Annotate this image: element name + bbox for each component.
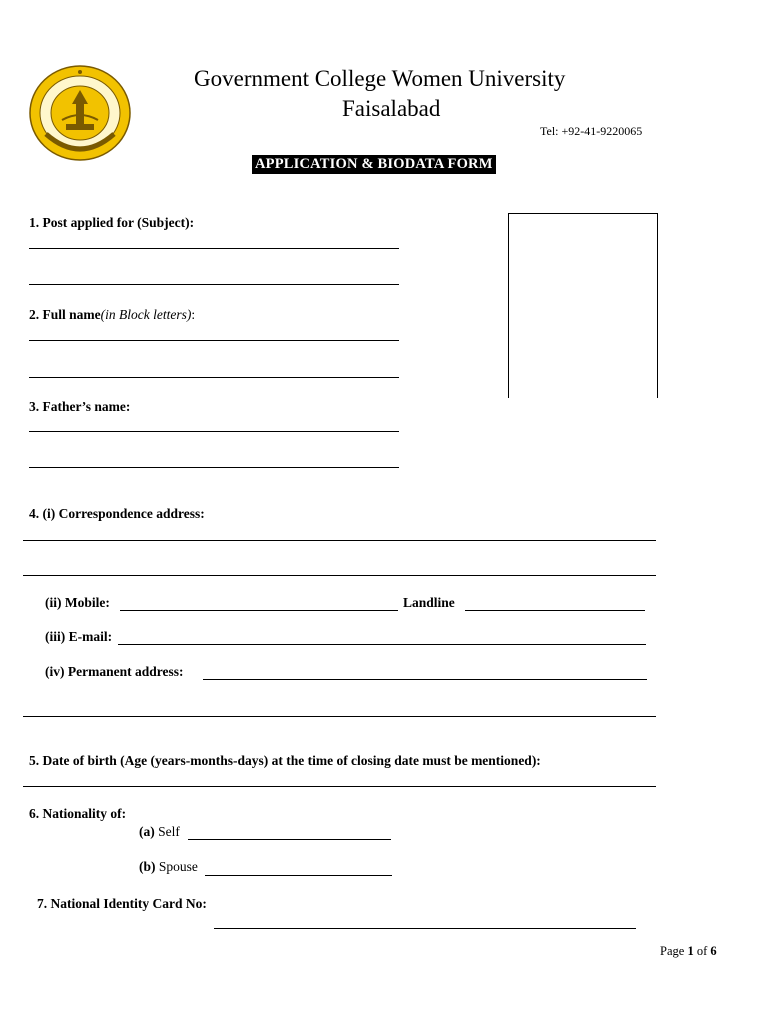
post-applied-line-1[interactable] bbox=[29, 248, 399, 249]
mobile-line[interactable] bbox=[120, 610, 398, 611]
email-label: (iii) E-mail: bbox=[45, 629, 113, 644]
nationality-spouse-line[interactable] bbox=[205, 875, 392, 876]
nationality-spouse-label bbox=[139, 859, 198, 875]
photo-box[interactable] bbox=[508, 213, 658, 398]
nic-label: 7. National Identity Card No: bbox=[37, 896, 207, 911]
full-name-note: (in Block letters) bbox=[100, 307, 192, 322]
current-page: 1 bbox=[687, 944, 694, 958]
nationality-self-line[interactable] bbox=[188, 839, 391, 840]
father-name-label: 3. Father’s name: bbox=[29, 399, 131, 414]
landline-line[interactable] bbox=[465, 610, 645, 611]
landline-label: Landline bbox=[403, 595, 455, 610]
full-name-line-2[interactable] bbox=[29, 377, 399, 378]
university-name: Government College Women University bbox=[194, 66, 566, 91]
nationality-label: 6. Nationality of: bbox=[29, 806, 127, 821]
nationality-spouse-text: Spouse bbox=[158, 859, 198, 874]
correspondence-address-label: 4. (i) Correspondence address: bbox=[29, 506, 205, 521]
post-applied-label: 1. Post applied for (Subject): bbox=[29, 215, 195, 230]
post-applied-line-2[interactable] bbox=[29, 284, 399, 285]
permanent-address-line-1[interactable] bbox=[203, 679, 647, 680]
nic-line[interactable] bbox=[214, 928, 636, 929]
email-line[interactable] bbox=[118, 644, 646, 645]
form-title-banner: APPLICATION & BIODATA FORM bbox=[252, 155, 496, 174]
father-name-line-2[interactable] bbox=[29, 467, 399, 468]
permanent-address-line-2[interactable] bbox=[23, 716, 656, 717]
father-name-line-1[interactable] bbox=[29, 431, 399, 432]
correspondence-address-line-1[interactable] bbox=[23, 540, 656, 541]
mobile-label: (ii) Mobile: bbox=[45, 595, 110, 610]
nationality-self-text: Self bbox=[158, 824, 180, 839]
nationality-self-label bbox=[139, 824, 180, 840]
telephone-number: Tel: +92-41-9220065 bbox=[540, 124, 643, 138]
date-of-birth-line[interactable] bbox=[23, 786, 656, 787]
nationality-self-prefix: (a) bbox=[139, 824, 155, 839]
full-name-colon: : bbox=[191, 307, 196, 322]
university-city: Faisalabad bbox=[342, 96, 441, 121]
page-indicator bbox=[660, 944, 717, 959]
date-of-birth-label: 5. Date of birth (Age (years-months-days) at the time of closing date must be mentioned): bbox=[29, 753, 541, 768]
full-name-line-1[interactable] bbox=[29, 340, 399, 341]
page-word: Page bbox=[660, 944, 685, 958]
nationality-spouse-prefix: (b) bbox=[139, 859, 156, 874]
full-name-label: 2. Full name bbox=[29, 307, 101, 322]
correspondence-address-line-2[interactable] bbox=[23, 575, 656, 576]
permanent-address-label: (iv) Permanent address: bbox=[45, 664, 184, 679]
full-name-label-group bbox=[29, 307, 195, 323]
of-word: of bbox=[696, 944, 708, 958]
university-seal-icon bbox=[28, 64, 132, 162]
total-pages: 6 bbox=[710, 944, 717, 958]
